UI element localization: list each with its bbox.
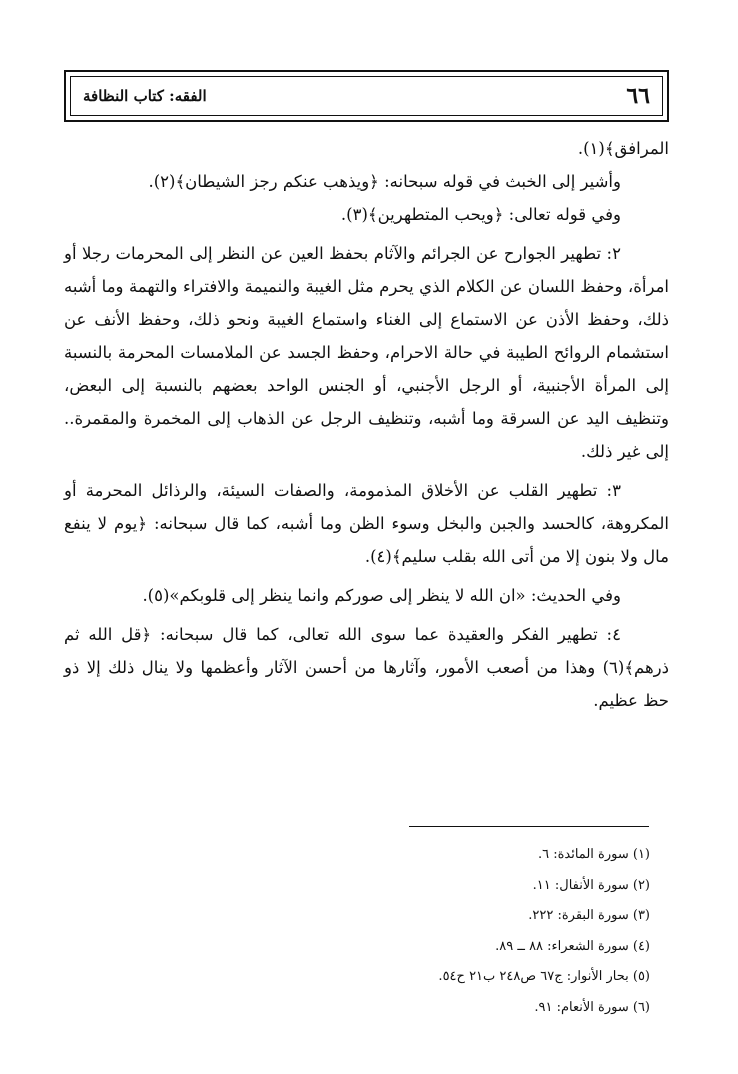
footnote-divider bbox=[409, 826, 649, 827]
footnote: (١) سورة المائدة: ٦. bbox=[537, 847, 650, 862]
paragraph: المرافق﴾(١). bbox=[577, 139, 669, 158]
paragraph: ٢: تطهير الجوارح عن الجرائم والآثام بحفظ العين عن النظر إلى المحرمات رجلا أو امرأة، وحفظ اللسان عن الكلام الذي يحرم مثل الغيبة والنميمة والافتراء والتهمة وما أشبه ذلك، وحفظ الأذن عن الاستماع إلى الغناء واستماع الغيبة ونحو ذلك، وحفظ الأنف عن استشمام الروائح الطيبة في حالة الاحرام، وحفظ الجسد عن الملامسات المحرمة بالنسبة إلى المرأة الأجنبية، أو الرجل الأجنبي، أو الجنس الواحد بعضهم بالنسبة إلى البعض، وتنظيف اليد عن السرقة وما أشبه، وتنظيف الرجل عن الذهاب إلى المخمرة والمقمرة.. إلى غير ذلك. bbox=[64, 244, 669, 461]
running-title: الفقه: كتاب النظافة bbox=[83, 87, 207, 105]
footnote: (٦) سورة الأنعام: ٩١. bbox=[534, 999, 650, 1015]
page-number: ٦٦ bbox=[626, 83, 650, 109]
page-header bbox=[64, 70, 669, 122]
header-frame bbox=[70, 76, 663, 116]
paragraph: وفي قوله تعالى: ﴿ويحب المتطهرين﴾(٣). bbox=[340, 205, 621, 224]
paragraph: ٤: تطهير الفكر والعقيدة عما سوى الله تعالى، كما قال سبحانه: ﴿قل الله ثم ذرهم﴾(٦) وهذا من أصعب الأمور، وآثارها من أحسن الآثار وأعظمها ولا ينال ذلك إلا ذو حظ عظيم. bbox=[64, 625, 669, 710]
paragraph: ٣: تطهير القلب عن الأخلاق المذمومة، والصفات السيئة، والرذائل المحرمة أو المكروهة، كالحسد والجبن والبخل وسوء الظن وما أشبه، كما قال سبحانه: ﴿يوم لا ينفع مال ولا بنون إلا من أتى الله بقلب سليم﴾(٤). bbox=[64, 481, 669, 566]
main-text bbox=[64, 132, 669, 717]
footnote: (٤) سورة الشعراء: ٨٨ ــ ٨٩. bbox=[495, 938, 650, 954]
footnote: (٣) سورة البقرة: ٢٢٢. bbox=[528, 908, 650, 923]
footnote: (٥) بحار الأنوار: ج٦٧ ص٢٤٨ ب٢١ ح٥٤. bbox=[438, 969, 650, 984]
footnote: (٢) سورة الأنفال: ١١. bbox=[532, 877, 650, 893]
paragraph: وفي الحديث: «ان الله لا ينظر إلى صوركم وانما ينظر إلى قلوبكم»(٥). bbox=[142, 586, 621, 605]
footnotes bbox=[64, 840, 650, 1023]
paragraph: وأشير إلى الخبث في قوله سبحانه: ﴿ويذهب عنكم رجز الشيطان﴾(٢). bbox=[148, 172, 621, 191]
